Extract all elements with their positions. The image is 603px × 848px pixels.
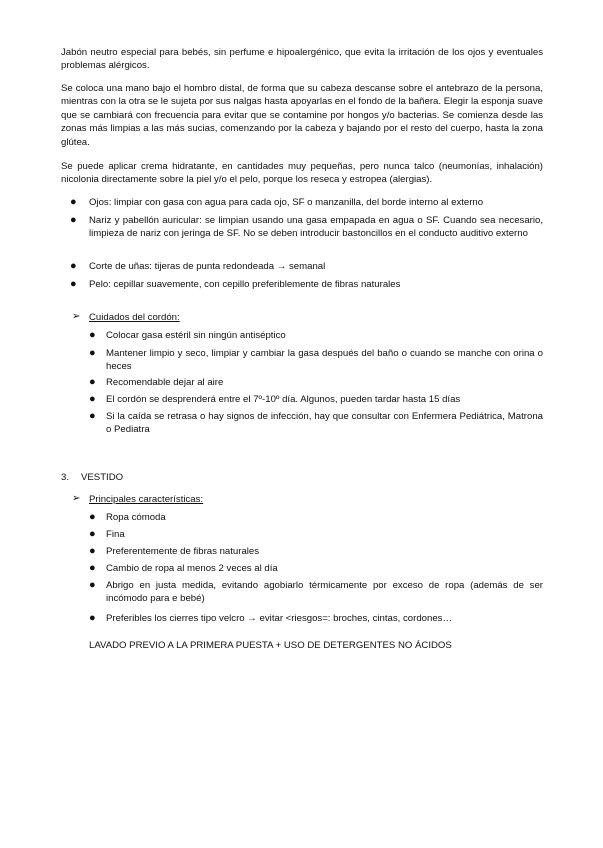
bullet-icon: ● <box>70 214 77 226</box>
list-item: ● El cordón se desprenderá entre el 7º-10º día. Algunos, pueden tardar hasta 15 días <box>89 393 461 405</box>
list-item: ● Mantener limpio y seco, limpiar y cambiar la gasa después del baño o cuando se manche con orina o heces <box>89 347 543 373</box>
paragraph-moisturizer: Se puede aplicar crema hidratante, en cantidades muy pequeñas, pero nunca talco (neumonías, inhalación) nicolonia directamente sobre la piel y/o el pelo, porque los reseca y estropea (alergias). <box>61 161 543 186</box>
arrow-bullet-icon: ➢ <box>72 493 81 504</box>
bullet-icon: ● <box>70 196 77 208</box>
list-item: ● Preferibles los cierres tipo velcro → evitar <riesgos=: broches, cintas, cordones… <box>89 612 453 624</box>
list-item: ● Corte de uñas: tijeras de punta redondeada → semanal <box>70 260 326 272</box>
paragraph-bath-technique: Se coloca una mano bajo el hombro distal, de forma que su cabeza descanse sobre el antebrazo de la persona, mientras con la otra se le sujeta por sus nalgas hasta apoyarlas en el fondo de la bañera. Elegir la esponja suave que se cambiará con frecuencia para evitar que se contamine por hongos y/o bacterias. Se comienza desde las zonas más limpias a las más sucias, comenzando por la cabeza y bajando por el resto del cuerpo, hasta la zona glútea. <box>61 83 543 148</box>
list-item: ● Nariz y pabellón auricular: se limpian usando una gasa empapada en agua o SF. Cuando sea necesario, limpieza de nariz con jeringa de SF. No se deben introducir bastoncillos en el conducto auditivo externo <box>70 214 543 240</box>
list-item: ● Recomendable dejar al aire <box>89 376 224 388</box>
bullet-icon: ● <box>89 393 96 405</box>
document-page: Jabón neutro especial para bebés, sin perfume e hipoalergénico, que evita la irritación de los ojos y eventuales problemas alérgicos. Se coloca una mano bajo el hombro distal, de forma que su cabeza descanse sobre el antebrazo de la persona, mientras con la otra se le sujeta por sus nalgas hasta apoyarlas en el fondo de la bañera. Elegir la esponja suave que se cambiará con frecuencia para evitar que se contamine por hongos y/o bacterias. Se comienza desde las zonas más limpias a las más sucias, comenzando por la cabeza y bajando por el resto del cuerpo, hasta la zona glútea. Se puede aplicar crema hidratante, en cantidades muy pequeñas, pero nunca talco (neumonías, inhalación) nicolonia directamente sobre la piel y/o el pelo, porque los reseca y estropea (alergias). ● Ojos: limpiar con gasa con agua para cada ojo, SF o manzanilla, del borde interno al externo ● Nariz y pabellón auricular: se limpian usando una gasa empapada en agua o SF. Cuando sea necesario, limpieza de nariz con jeringa de SF. No se deben introducir bastoncillos en el conducto auditivo externo ● Corte de uñas: tijeras de punta redondeada → semanal ● Pelo: cepillar suavemente, con cepillo preferiblemente de fibras naturales ➢ Cuidados del cordón: ● Colocar gasa estéril sin ningún antiséptico ● Mantener limpio y seco, limpiar y cambiar la gasa después del baño o cuando se manche con orina o heces ● Recomendable dejar al aire ● El cordón se desprenderá entre el 7º-10º día. Algunos, pueden tardar hasta 15 días ● Si la caída se retrasa o hay signos de infección, hay que consultar con Enfermera Pediátrica, Matrona o Pediatra 3. VESTIDO ➢ Principales características: ● Ropa cómoda ● Fina ● Preferentemente de fibras naturales ● Cambio de ropa al menos 2 veces al día ● Abrigo en justa medida, evitando agobiarlo térmicamente por exceso de ropa (además de ser incómodo para e bebé) ● Preferibles los cierres tipo velcro → evitar <riesgos=: broches, cintas, cordones… LAVADO PREVIO A LA PRIMERA PUESTA + USO DE DETERGENTES NO ÁCIDOS <box>61 47 543 651</box>
list-item: ● Ropa cómoda <box>89 511 166 523</box>
list-item: ● Fina <box>89 528 125 540</box>
bullet-icon: ● <box>89 528 96 540</box>
arrow-bullet-icon: ➢ <box>72 311 81 322</box>
list-item: ● Pelo: cepillar suavemente, con cepillo preferiblemente de fibras naturales <box>70 278 401 290</box>
bullet-icon: ● <box>89 579 96 591</box>
list-item: ● Preferentemente de fibras naturales <box>89 545 260 557</box>
list-item: ● Ojos: limpiar con gasa con agua para cada ojo, SF o manzanilla, del borde interno al externo <box>70 196 484 208</box>
bullet-icon: ● <box>89 511 96 523</box>
list-item: ● Abrigo en justa medida, evitando agobiarlo térmicamente por exceso de ropa (además de ser incómodo para e bebé) <box>89 579 543 605</box>
bullet-icon: ● <box>89 410 96 422</box>
bullet-icon: ● <box>70 278 77 290</box>
list-item: ● Cambio de ropa al menos 2 veces al día <box>89 562 278 574</box>
bullet-icon: ● <box>70 260 77 272</box>
bullet-icon: ● <box>89 545 96 557</box>
bullet-icon: ● <box>89 329 96 341</box>
list-item: ● Si la caída se retrasa o hay signos de infección, hay que consultar con Enfermera Pediátrica, Matrona o Pediatra <box>89 410 543 436</box>
bullet-icon: ● <box>89 562 96 574</box>
paragraph-soap: Jabón neutro especial para bebés, sin perfume e hipoalergénico, que evita la irritación de los ojos y eventuales problemas alérgicos. <box>61 47 543 72</box>
section-heading: 3. VESTIDO <box>61 472 124 483</box>
list-item: ● Colocar gasa estéril sin ningún antiséptico <box>89 329 286 341</box>
bullet-icon: ● <box>89 612 96 624</box>
final-note: LAVADO PREVIO A LA PRIMERA PUESTA + USO DE DETERGENTES NO ÁCIDOS <box>89 640 452 651</box>
bullet-icon: ● <box>89 376 96 388</box>
bullet-icon: ● <box>89 347 96 359</box>
